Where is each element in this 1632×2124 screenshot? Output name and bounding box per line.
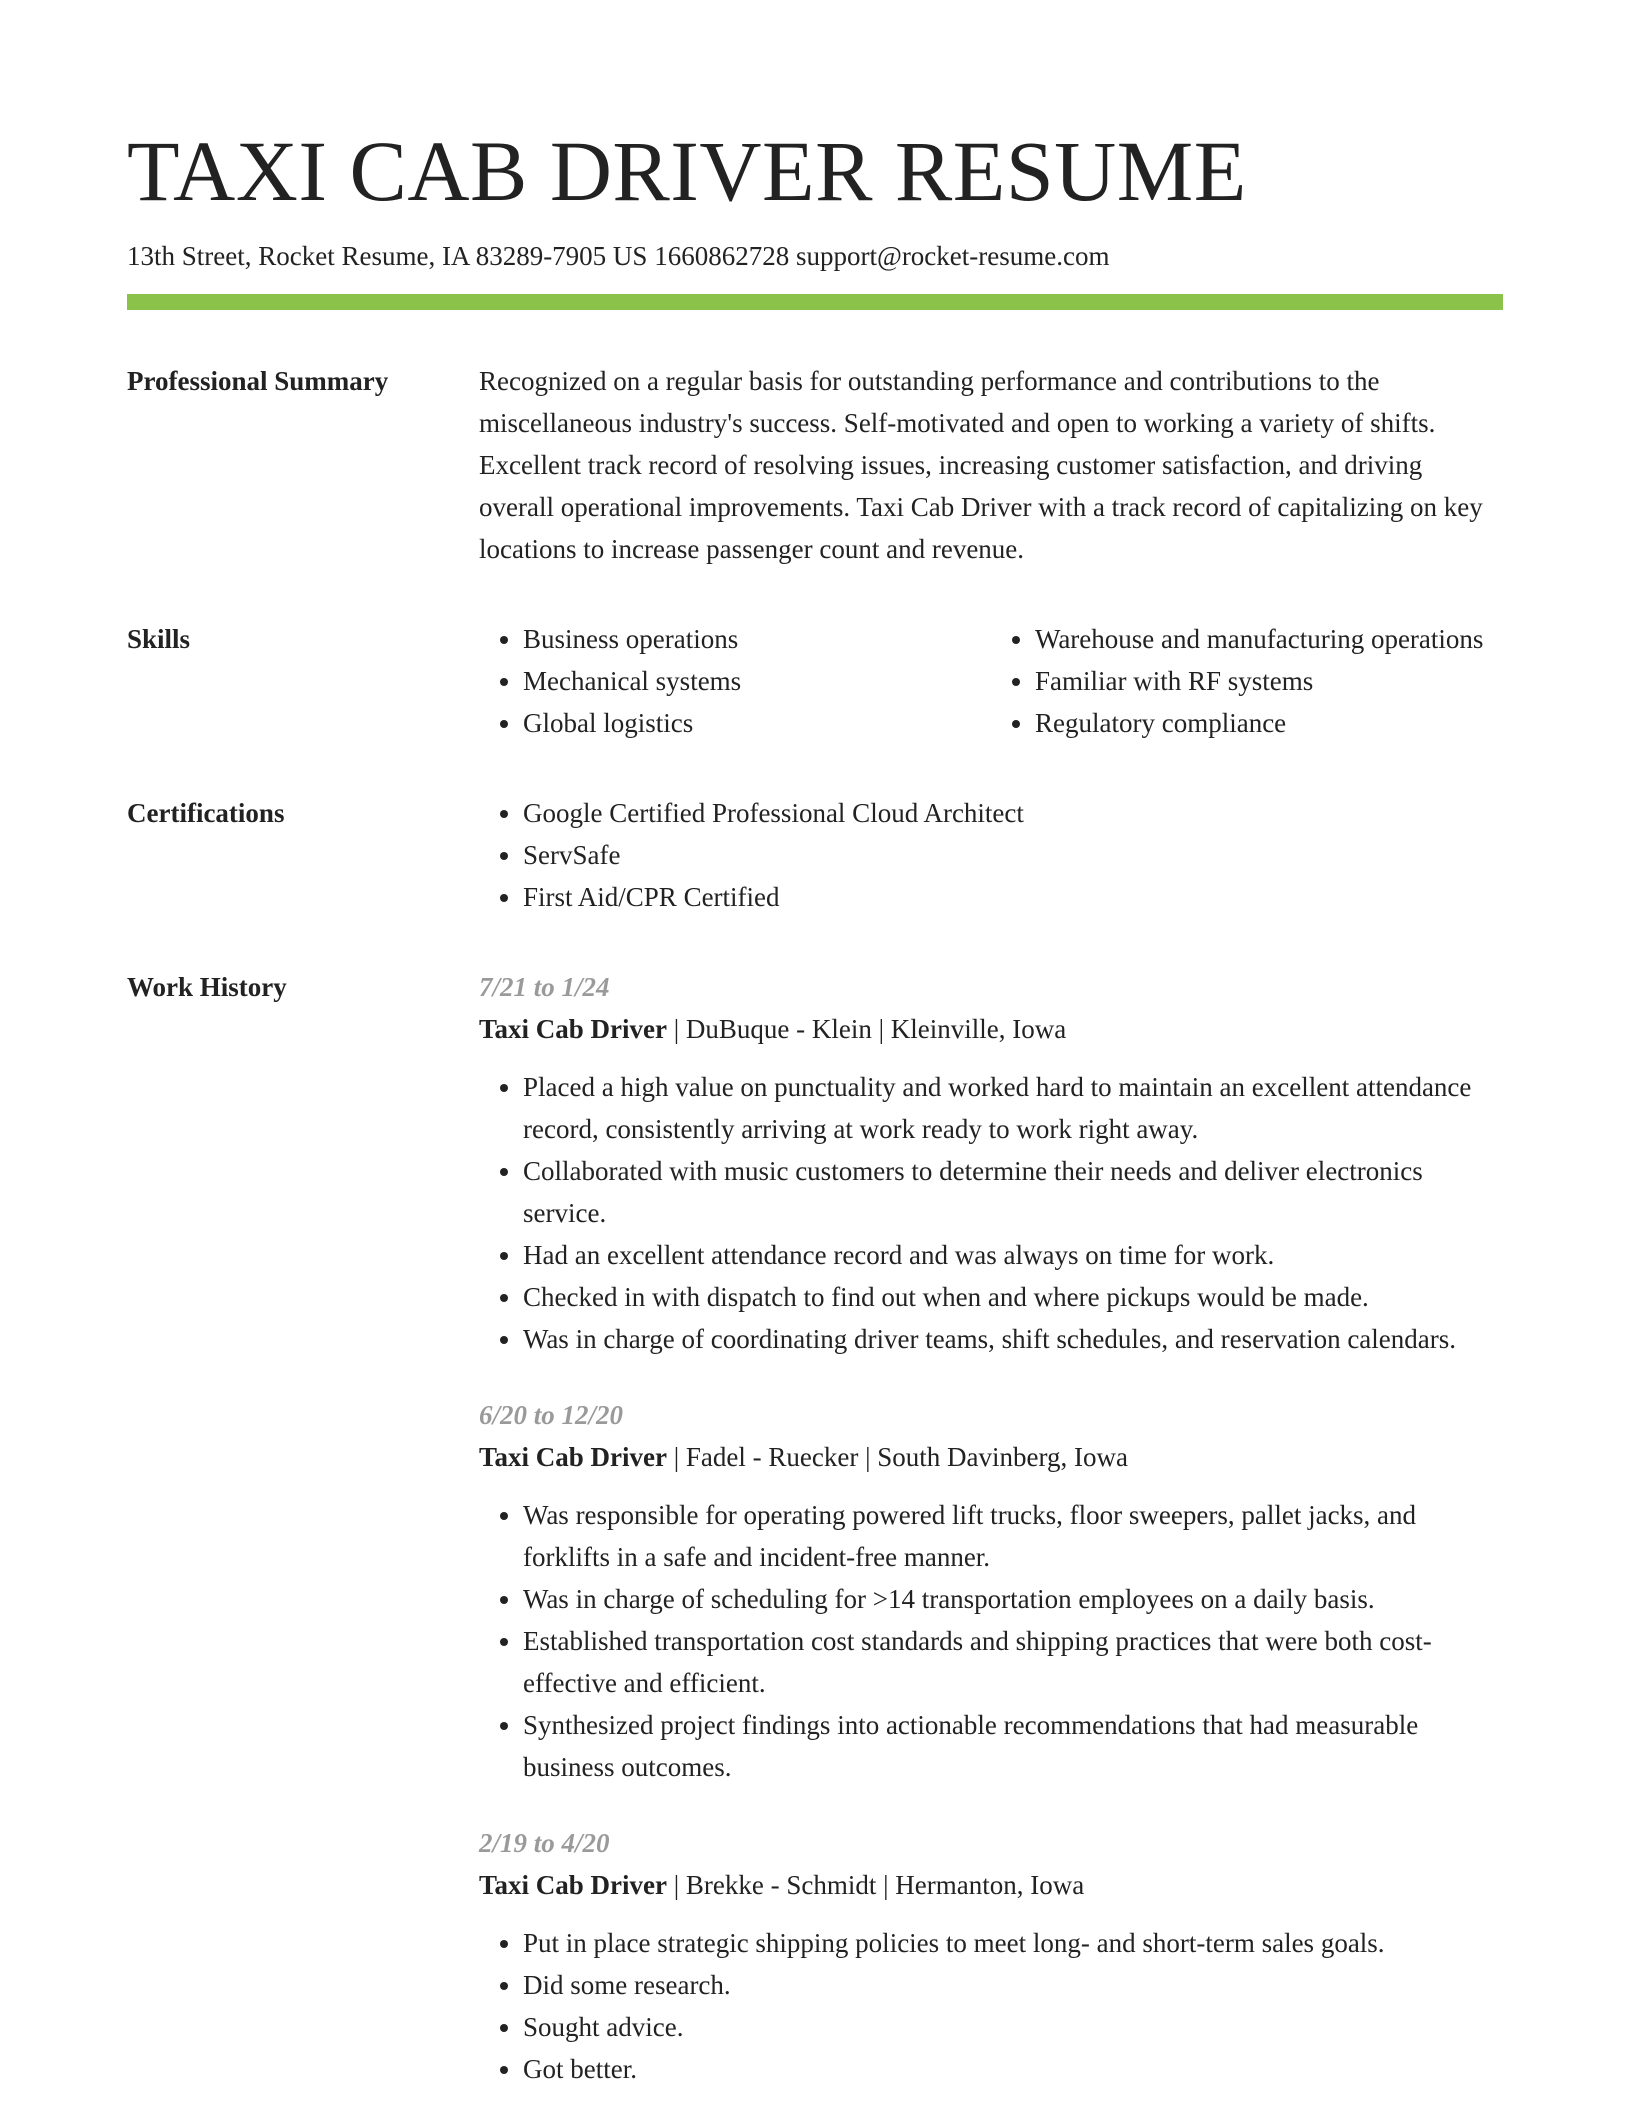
section-label-summary: Professional Summary <box>127 366 389 396</box>
skill-item: • Familiar with RF systems <box>1035 660 1503 702</box>
skill-item: • Global logistics <box>523 702 991 744</box>
job-bullets <box>479 1922 1503 2090</box>
work-history-section <box>127 966 1503 2124</box>
job-title: Taxi Cab Driver <box>479 1442 667 1472</box>
summary-text: Recognized on a regular basis for outstanding performance and contributions to the miscellaneous industry's success. Self-motivated and open to working a variety of shifts. Excellent track record of resolving issues, increasing customer satisfaction, and driving overall operational improvements. Taxi Cab Driver with a track record of capitalizing on key locations to increase passenger count and revenue. <box>479 366 1483 564</box>
certification-item: • ServSafe <box>523 834 1503 876</box>
skill-item: • Regulatory compliance <box>1035 702 1503 744</box>
job-dates: 7/21 to 1/24 <box>479 972 610 1002</box>
skills-section <box>127 618 1503 744</box>
job-bullet: • Checked in with dispatch to find out when and where pickups would be made. <box>523 1276 1503 1318</box>
summary-section <box>127 360 1503 570</box>
job-entry <box>479 1822 1503 2090</box>
certification-item: • Google Certified Professional Cloud Architect <box>523 792 1503 834</box>
skill-item: • Warehouse and manufacturing operations <box>1035 618 1503 660</box>
job-bullet: • Was responsible for operating powered lift trucks, floor sweepers, pallet jacks, and forklifts in a safe and incident-free manner. <box>523 1494 1503 1578</box>
skill-item: • Business operations <box>523 618 991 660</box>
job-separator: | <box>858 1442 878 1472</box>
job-bullet: • Put in place strategic shipping policies to meet long- and short-term sales goals. <box>523 1922 1503 1964</box>
job-bullet: • Sought advice. <box>523 2006 1503 2048</box>
skill-item: • Mechanical systems <box>523 660 991 702</box>
job-dates: 2/19 to 4/20 <box>479 1828 610 1858</box>
job-entry <box>479 1394 1503 1788</box>
job-heading <box>479 1008 1503 1050</box>
resume-title: TAXI CAB DRIVER RESUME <box>127 123 1247 219</box>
job-location: Hermanton, Iowa <box>895 1870 1085 1900</box>
job-bullet: • Had an excellent attendance record and was always on time for work. <box>523 1234 1503 1276</box>
job-heading <box>479 1436 1503 1478</box>
job-company: Brekke - Schmidt <box>685 1870 877 1900</box>
certifications-section <box>127 792 1503 918</box>
contact-line: 13th Street, Rocket Resume, IA 83289-7905 US 1660862728 support@rocket-resume.com <box>127 241 1110 271</box>
job-separator: | <box>667 1442 686 1472</box>
skills-column-2 <box>991 618 1503 744</box>
resume-page <box>127 116 1503 2124</box>
job-separator: | <box>667 1014 686 1044</box>
job-entry <box>479 966 1503 1360</box>
job-heading <box>479 1864 1503 1906</box>
accent-divider <box>127 294 1503 310</box>
skills-column-1 <box>479 618 991 744</box>
job-bullet: • Synthesized project findings into actionable recommendations that had measurable business outcomes. <box>523 1704 1503 1788</box>
job-bullet: • Established transportation cost standards and shipping practices that were both cost-effective and efficient. <box>523 1620 1503 1704</box>
section-label-work-history: Work History <box>127 972 287 1002</box>
job-title: Taxi Cab Driver <box>479 1014 667 1044</box>
job-company: DuBuque - Klein <box>685 1014 872 1044</box>
job-location: Kleinville, Iowa <box>890 1014 1067 1044</box>
work-history-list <box>479 966 1503 2124</box>
job-separator: | <box>871 1014 891 1044</box>
section-label-certifications: Certifications <box>127 798 285 828</box>
job-bullet: • Was in charge of coordinating driver teams, shift schedules, and reservation calendars. <box>523 1318 1503 1360</box>
job-company: Fadel - Ruecker <box>685 1442 859 1472</box>
job-bullet: • Placed a high value on punctuality and worked hard to maintain an excellent attendance record, consistently arriving at work ready to work right away. <box>523 1066 1503 1150</box>
job-bullet: • Was in charge of scheduling for >14 transportation employees on a daily basis. <box>523 1578 1503 1620</box>
certification-item: • First Aid/CPR Certified <box>523 876 1503 918</box>
job-dates: 6/20 to 12/20 <box>479 1400 624 1430</box>
certifications-list <box>479 792 1503 918</box>
job-separator: | <box>667 1870 686 1900</box>
job-bullet: • Collaborated with music customers to determine their needs and deliver electronics service. <box>523 1150 1503 1234</box>
job-separator: | <box>876 1870 896 1900</box>
skills-list <box>479 618 1503 744</box>
job-bullets <box>479 1494 1503 1788</box>
job-bullet: • Got better. <box>523 2048 1503 2090</box>
section-label-skills: Skills <box>127 624 191 654</box>
job-location: South Davinberg, Iowa <box>877 1442 1128 1472</box>
job-title: Taxi Cab Driver <box>479 1870 667 1900</box>
job-bullet: • Did some research. <box>523 1964 1503 2006</box>
job-bullets <box>479 1066 1503 1360</box>
